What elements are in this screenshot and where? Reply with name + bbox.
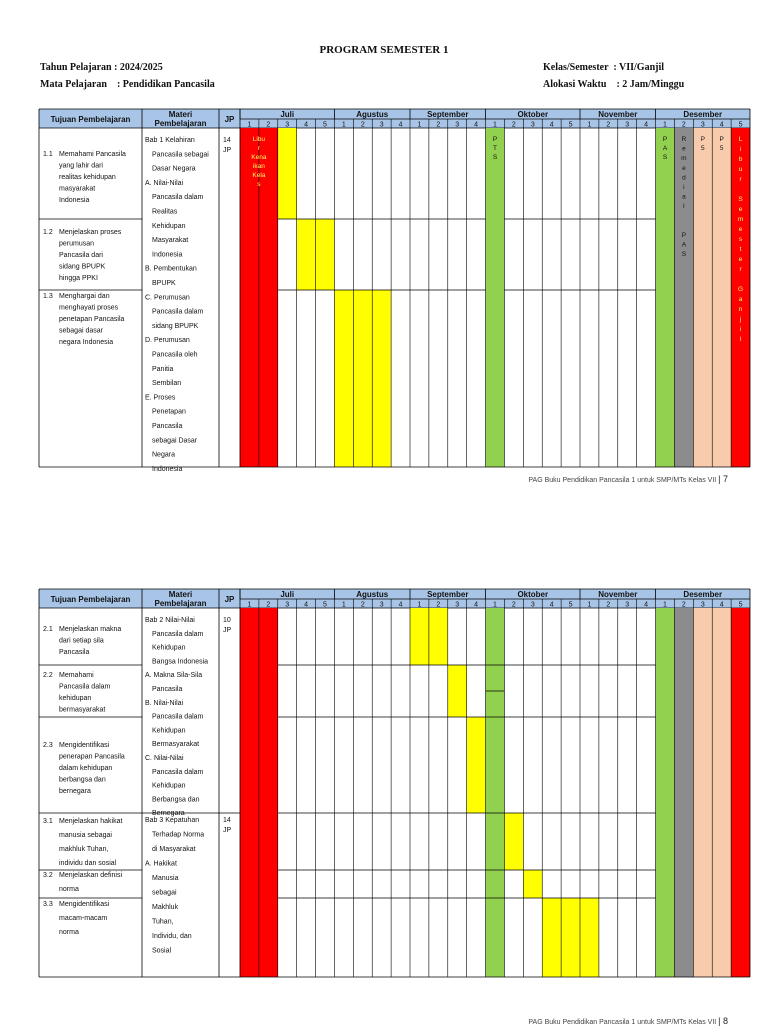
vtext-p5-a-1: 5 [700, 145, 705, 152]
schedule-bar-1-5 [656, 128, 675, 467]
tp-2-5-line-0: Menjelaskan definisi [59, 872, 123, 879]
materi-1-2: Dasar Negara [152, 165, 196, 173]
week-label-23-2: 2 [681, 601, 686, 609]
materi-2a-10: C. Nilai-Nilai [145, 755, 184, 762]
week-label-7-1: 3 [379, 121, 384, 129]
tp-2-5-line-1: norma [59, 886, 79, 893]
week-label-3-1: 4 [304, 121, 309, 129]
vtext-libur-semester-15: G [738, 286, 744, 293]
week-label-11-2: 3 [455, 601, 460, 609]
materi-1-22: Negara [152, 451, 175, 459]
vtext-remedial-6: a [682, 193, 686, 201]
materi-1-19: Penetapan [152, 408, 186, 416]
kelas-value: : VII/Ganjil [613, 62, 665, 73]
tp-2-3-line-2: dalam kehidupan [59, 765, 113, 772]
materi-1-7: Masyarakat [152, 237, 189, 245]
schedule-bar-2-2 [448, 665, 467, 717]
tp-2-1-no: 2.1 [43, 626, 53, 633]
footer-2 [528, 1016, 728, 1026]
materi-1-1: Pancasila sebagai [152, 151, 209, 159]
vtext-remedial-12: S [681, 251, 687, 259]
vtext-p5-a-0: P [700, 136, 705, 143]
kelas-label: Kelas/Semester [543, 62, 609, 73]
tahun-value: : 2024/2025 [114, 62, 163, 73]
materi-1-17: Sembilan [152, 380, 182, 388]
week-label-20-2: 3 [625, 601, 630, 609]
mapel-label: Mata Pelajaran [40, 79, 107, 90]
materi-2a-4: A. Makna Sila-Sila [145, 672, 203, 680]
header-tp-1: Tujuan Pembelajaran [50, 115, 131, 124]
materi-2a-6: B. Nilai-Nilai [145, 699, 184, 707]
vtext-libur-semester-9: e [738, 226, 743, 233]
vtext-libur-kenaikan-0: Libu [252, 136, 266, 143]
tp-2-4-line-2: makhluk Tuhan, [59, 846, 109, 853]
vtext-libur-semester-12: e [738, 256, 743, 263]
materi-2a-3: Bangsa Indonesia [152, 658, 209, 666]
schedule-bar-2-4 [504, 813, 523, 870]
jp-1-value: 14 [223, 137, 231, 144]
tp-1-2-line-0: Menjelaskan proses [59, 229, 122, 236]
materi-1-4: Pancasila dalam [152, 194, 204, 202]
tp-2-6-line-2: norma [59, 929, 79, 936]
week-label-18-1: 1 [587, 121, 592, 129]
tp-2-1-line-2: Pancasila [59, 649, 90, 656]
materi-1-23: Indonesia [152, 465, 183, 473]
vtext-pas-1: A [662, 145, 668, 152]
header-materi-2-2: Pembelajaran [154, 599, 207, 608]
tahun-label: Tahun Pelajaran [40, 62, 112, 73]
week-label-13-1: 1 [493, 121, 497, 129]
tp-1-2-no: 1.2 [43, 229, 53, 236]
vtext-pts-2: S [492, 154, 498, 161]
materi-1-16: Panitia [152, 365, 174, 373]
materi-2b-4: Manusia [152, 875, 179, 882]
week-label-21-2: 4 [644, 601, 649, 609]
materi-2a-9: Bermasyarakat [152, 741, 200, 749]
header-tp-2: Tujuan Pembelajaran [50, 595, 131, 604]
tp-2-6-line-1: macam-macam [59, 915, 108, 922]
tp-2-2-line-2: kehidupan [59, 695, 92, 702]
vtext-libur-semester-13: r [739, 266, 742, 273]
tp-1-2-line-2: Pancasila dari [59, 252, 103, 259]
footer-1 [528, 474, 728, 484]
footer-1-text: PAG Buku Pendidikan Pancasila 1 untuk SMP/MTs Kelas VII [528, 477, 717, 484]
vtext-remedial-1: e [682, 145, 686, 153]
tp-1-1-line-1: yang lahir dari [59, 162, 103, 170]
jp-2a-value: 10 [223, 617, 231, 624]
week-label-6-1: 2 [360, 121, 365, 129]
vtext-remedial-10: P [681, 232, 687, 239]
week-label-5-1: 1 [341, 121, 346, 129]
vtext-libur-semester-6: S [738, 196, 743, 203]
materi-2b-3: A. Hakikat [145, 860, 177, 868]
vtext-libur-semester-0: L [738, 136, 743, 143]
materi-2b-7: Tuhan, [152, 918, 174, 926]
schedule-bar-1-1 [278, 128, 297, 219]
alokasi-value: : 2 Jam/Minggu [616, 79, 685, 90]
materi-1-21: sebagai Dasar [152, 437, 198, 445]
week-label-10-2: 2 [436, 601, 441, 609]
week-label-12-2: 4 [474, 601, 479, 609]
materi-2a-8: Kehidupan [152, 727, 186, 735]
week-label-4-2: 5 [323, 601, 327, 609]
vtext-pts-0: P [492, 136, 498, 143]
tp-2-3-line-0: Mengidentifikasi [59, 742, 110, 749]
vtext-libur-semester-3: u [738, 166, 743, 173]
schedule-bar-2-7 [486, 608, 505, 977]
vtext-libur-kenaikan-3: ikan [252, 163, 265, 170]
mapel-value: : Pendidikan Pancasila [116, 79, 215, 90]
tp-1-3-line-4: negara Indonesia [59, 339, 114, 346]
tp-2-2-line-1: Pancasila dalam [59, 683, 111, 691]
vtext-remedial-5: i [683, 184, 685, 191]
alokasi-label: Alokasi Waktu [543, 79, 607, 90]
tp-2-1-line-1: dari setiap sila [59, 637, 104, 645]
materi-2a-13: Berbangsa dan [152, 796, 200, 804]
week-label-14-1: 2 [511, 121, 516, 129]
materi-2b-5: sebagai [152, 889, 177, 897]
tp-2-3-no: 2.3 [43, 742, 53, 749]
vtext-libur-semester-8: m [737, 216, 744, 223]
materi-2a-0: Bab 2 Nilai-Nilai [145, 617, 195, 624]
tp-1-3-no: 1.3 [43, 293, 53, 300]
vtext-libur-kenaikan-5: s [257, 181, 261, 188]
tp-2-4-line-3: individu dan sosial [59, 860, 117, 867]
tp-2-5-no: 3.2 [43, 872, 53, 879]
vtext-remedial-2: m [681, 155, 687, 163]
materi-1-3: A. Nilai-Nilai [145, 179, 184, 187]
week-label-14-2: 2 [511, 601, 516, 609]
page-title: PROGRAM SEMESTER 1 [319, 44, 449, 56]
jp-2b-unit: JP [223, 827, 232, 834]
month-label-agustus-1: Agustus [356, 110, 389, 119]
week-label-16-2: 4 [549, 601, 554, 609]
schedule-bar-1-3 [334, 290, 391, 467]
vtext-libur-semester-1: i [739, 146, 742, 153]
tp-1-3-line-3: sebagai dasar [59, 327, 103, 335]
schedule-bar-2-6 [542, 898, 599, 977]
vtext-pas-0: P [662, 136, 668, 143]
materi-2a-2: Kehidupan [152, 644, 186, 652]
week-label-20-1: 3 [625, 121, 630, 129]
month-label-agustus-2: Agustus [356, 590, 389, 599]
materi-2a-14: Bernegara [152, 810, 185, 818]
footer-2-page: | 8 [718, 1016, 728, 1026]
tp-2-6-no: 3.3 [43, 901, 53, 908]
materi-1-6: Kehidupan [152, 222, 186, 230]
materi-2b-6: Makhluk [152, 904, 179, 911]
materi-1-15: Pancasila oleh [152, 351, 198, 359]
tp-1-2-line-1: perumusan [59, 240, 95, 248]
materi-2a-1: Pancasila dalam [152, 630, 204, 638]
vtext-remedial-7: l [683, 203, 685, 211]
week-label-10-1: 2 [436, 121, 441, 129]
week-label-26-2: 5 [738, 601, 743, 609]
vtext-libur-semester-11: t [739, 246, 742, 253]
materi-1-11: C. Perumusan [145, 294, 190, 302]
schedule-bar-1-4 [486, 128, 505, 467]
tp-1-1-line-4: Indonesia [59, 197, 90, 204]
vtext-libur-semester-19: i [739, 326, 742, 333]
week-label-9-1: 1 [417, 121, 422, 129]
footer-1-page: | 7 [718, 474, 728, 484]
materi-2a-7: Pancasila dalam [152, 713, 204, 721]
tp-2-1-line-0: Menjelaskan makna [59, 626, 122, 633]
week-label-8-2: 4 [398, 601, 403, 609]
week-label-16-1: 4 [549, 121, 554, 129]
week-label-22-2: 1 [663, 601, 667, 609]
month-label-september-2: September [427, 590, 469, 599]
tp-1-1-no: 1.1 [43, 151, 53, 158]
week-label-22-1: 1 [663, 121, 667, 129]
week-label-17-2: 5 [568, 601, 573, 609]
week-label-5-2: 1 [341, 601, 346, 609]
vtext-libur-semester-7: e [738, 206, 743, 213]
materi-1-12: Pancasila dalam [152, 308, 204, 316]
materi-1-0: Bab 1 Kelahiran [145, 137, 195, 144]
week-label-25-2: 4 [719, 601, 724, 609]
materi-1-10: BPUPK [152, 280, 176, 287]
tp-1-1-line-2: realitas kehidupan [59, 174, 116, 181]
materi-2b-9: Sosial [152, 947, 172, 955]
tp-1-3-line-2: penetapan Pancasila [59, 316, 125, 323]
month-label-desember-1: Desember [683, 110, 723, 119]
week-label-1-1: 2 [266, 121, 271, 129]
week-label-24-1: 3 [700, 121, 705, 129]
week-label-24-2: 3 [700, 601, 705, 609]
jp-1-unit: JP [223, 147, 232, 154]
week-label-17-1: 5 [568, 121, 573, 129]
vtext-libur-kenaikan-4: Kela [252, 172, 266, 179]
tp-2-4-line-1: manusia sebagai [59, 832, 112, 839]
materi-1-14: D. Perumusan [145, 337, 190, 345]
month-label-juli-2: Juli [280, 590, 295, 599]
week-label-15-1: 3 [530, 121, 535, 129]
tp-1-2-line-4: hingga PPKI [59, 275, 98, 282]
vtext-libur-semester-10: s [738, 236, 743, 243]
vtext-libur-semester-4: r [739, 176, 742, 183]
materi-2a-11: Pancasila dalam [152, 768, 204, 776]
tp-1-1-line-3: masyarakat [59, 185, 96, 193]
schedule-bar-2-11 [731, 608, 750, 977]
vtext-remedial-0: R [681, 136, 687, 143]
week-label-1-2: 2 [266, 601, 271, 609]
tp-2-3-line-3: berbangsa dan [59, 776, 106, 784]
week-label-13-2: 1 [493, 601, 497, 609]
vtext-remedial-3: e [682, 164, 686, 172]
week-label-7-2: 3 [379, 601, 384, 609]
schedule-bar-2-3 [467, 717, 486, 813]
month-label-september-1: September [427, 110, 469, 119]
month-label-juli-1: Juli [280, 110, 295, 119]
tp-2-2-line-0: Memahami [59, 672, 94, 679]
week-label-2-1: 3 [285, 121, 290, 129]
tp-2-3-line-1: penerapan Pancasila [59, 753, 125, 761]
materi-1-18: E. Proses [145, 394, 176, 402]
week-label-21-1: 4 [644, 121, 649, 129]
jp-2a-unit: JP [223, 627, 232, 634]
vtext-p5-b-0: P [719, 136, 724, 143]
footer-2-text: PAG Buku Pendidikan Pancasila 1 untuk SMP/MTs Kelas VII [528, 1019, 717, 1026]
materi-1-13: sidang BPUPK [152, 322, 199, 330]
header-jp-1: JP [224, 115, 235, 124]
materi-1-8: Indonesia [152, 251, 183, 259]
week-label-19-2: 2 [606, 601, 611, 609]
month-label-november-2: November [598, 590, 638, 599]
tp-1-3-line-1: menghayati proses [59, 304, 119, 312]
week-label-12-1: 4 [474, 121, 479, 129]
week-label-2-2: 3 [285, 601, 290, 609]
schedule-bar-2-9 [674, 608, 693, 977]
tp-2-3-line-4: bernegara [59, 788, 91, 795]
header-materi-1-2: Materi [168, 590, 193, 599]
vtext-remedial-11: A [681, 241, 687, 249]
month-label-oktober-2: Oktober [517, 590, 549, 599]
week-label-25-1: 4 [719, 121, 724, 129]
materi-2b-2: di Masyarakat [152, 846, 196, 853]
tp-2-4-no: 3.1 [43, 818, 53, 825]
vtext-p5-b-1: 5 [719, 145, 724, 152]
vtext-libur-semester-17: n [738, 306, 743, 313]
materi-2b-1: Terhadap Norma [152, 831, 205, 839]
month-label-desember-2: Desember [683, 590, 723, 599]
week-label-26-1: 5 [738, 121, 743, 129]
schedule-bar-2-8 [656, 608, 675, 977]
week-label-11-1: 3 [455, 121, 460, 129]
vtext-libur-semester-16: a [738, 296, 743, 303]
vtext-remedial-4: d [682, 174, 686, 182]
tp-1-2-line-3: sidang BPUPK [59, 263, 106, 271]
header-materi-2-1: Pembelajaran [154, 119, 207, 128]
materi-1-5: Realitas [152, 208, 178, 216]
vtext-libur-semester-18: j [739, 316, 742, 323]
tp-2-2-no: 2.2 [43, 672, 53, 679]
tp-2-6-line-0: Mengidentifikasi [59, 901, 110, 908]
tp-1-1-line-0: Memahami Pancasila [59, 151, 126, 158]
week-label-23-1: 2 [681, 121, 686, 129]
header-materi-1-1: Materi [168, 110, 193, 119]
materi-1-9: B. Pembentukan [145, 265, 197, 273]
week-label-0-2: 1 [247, 601, 252, 609]
tp-1-3-line-0: Menghargai dan [59, 293, 110, 300]
materi-2a-12: Kehidupan [152, 782, 186, 790]
header-jp-2: JP [224, 595, 235, 604]
week-label-9-2: 1 [417, 601, 422, 609]
vtext-libur-kenaikan-1: r [257, 145, 260, 152]
week-label-18-2: 1 [587, 601, 592, 609]
materi-2b-0: Bab 3 Kepatuhan [145, 817, 200, 824]
week-label-4-1: 5 [323, 121, 327, 129]
month-label-oktober-1: Oktober [517, 110, 549, 119]
month-label-november-1: November [598, 110, 638, 119]
schedule-bar-2-5 [523, 870, 542, 898]
materi-1-20: Pancasila [152, 423, 183, 430]
week-label-8-1: 4 [398, 121, 403, 129]
vtext-libur-kenaikan-2: Kena [251, 154, 267, 161]
vtext-pas-2: S [662, 154, 668, 161]
vtext-libur-semester-20: l [739, 336, 742, 343]
vtext-pts-1: T [493, 145, 497, 152]
materi-2b-8: Individu, dan [152, 933, 192, 940]
vtext-libur-semester-2: b [738, 156, 743, 163]
week-label-19-1: 2 [606, 121, 611, 129]
tp-2-4-line-0: Menjelaskan hakikat [59, 818, 123, 825]
week-label-6-2: 2 [360, 601, 365, 609]
materi-2a-5: Pancasila [152, 686, 183, 693]
week-label-0-1: 1 [247, 121, 252, 129]
week-label-15-2: 3 [530, 601, 535, 609]
week-label-3-2: 4 [304, 601, 309, 609]
tp-2-2-line-3: bermasyarakat [59, 706, 106, 714]
jp-2b-value: 14 [223, 817, 231, 824]
